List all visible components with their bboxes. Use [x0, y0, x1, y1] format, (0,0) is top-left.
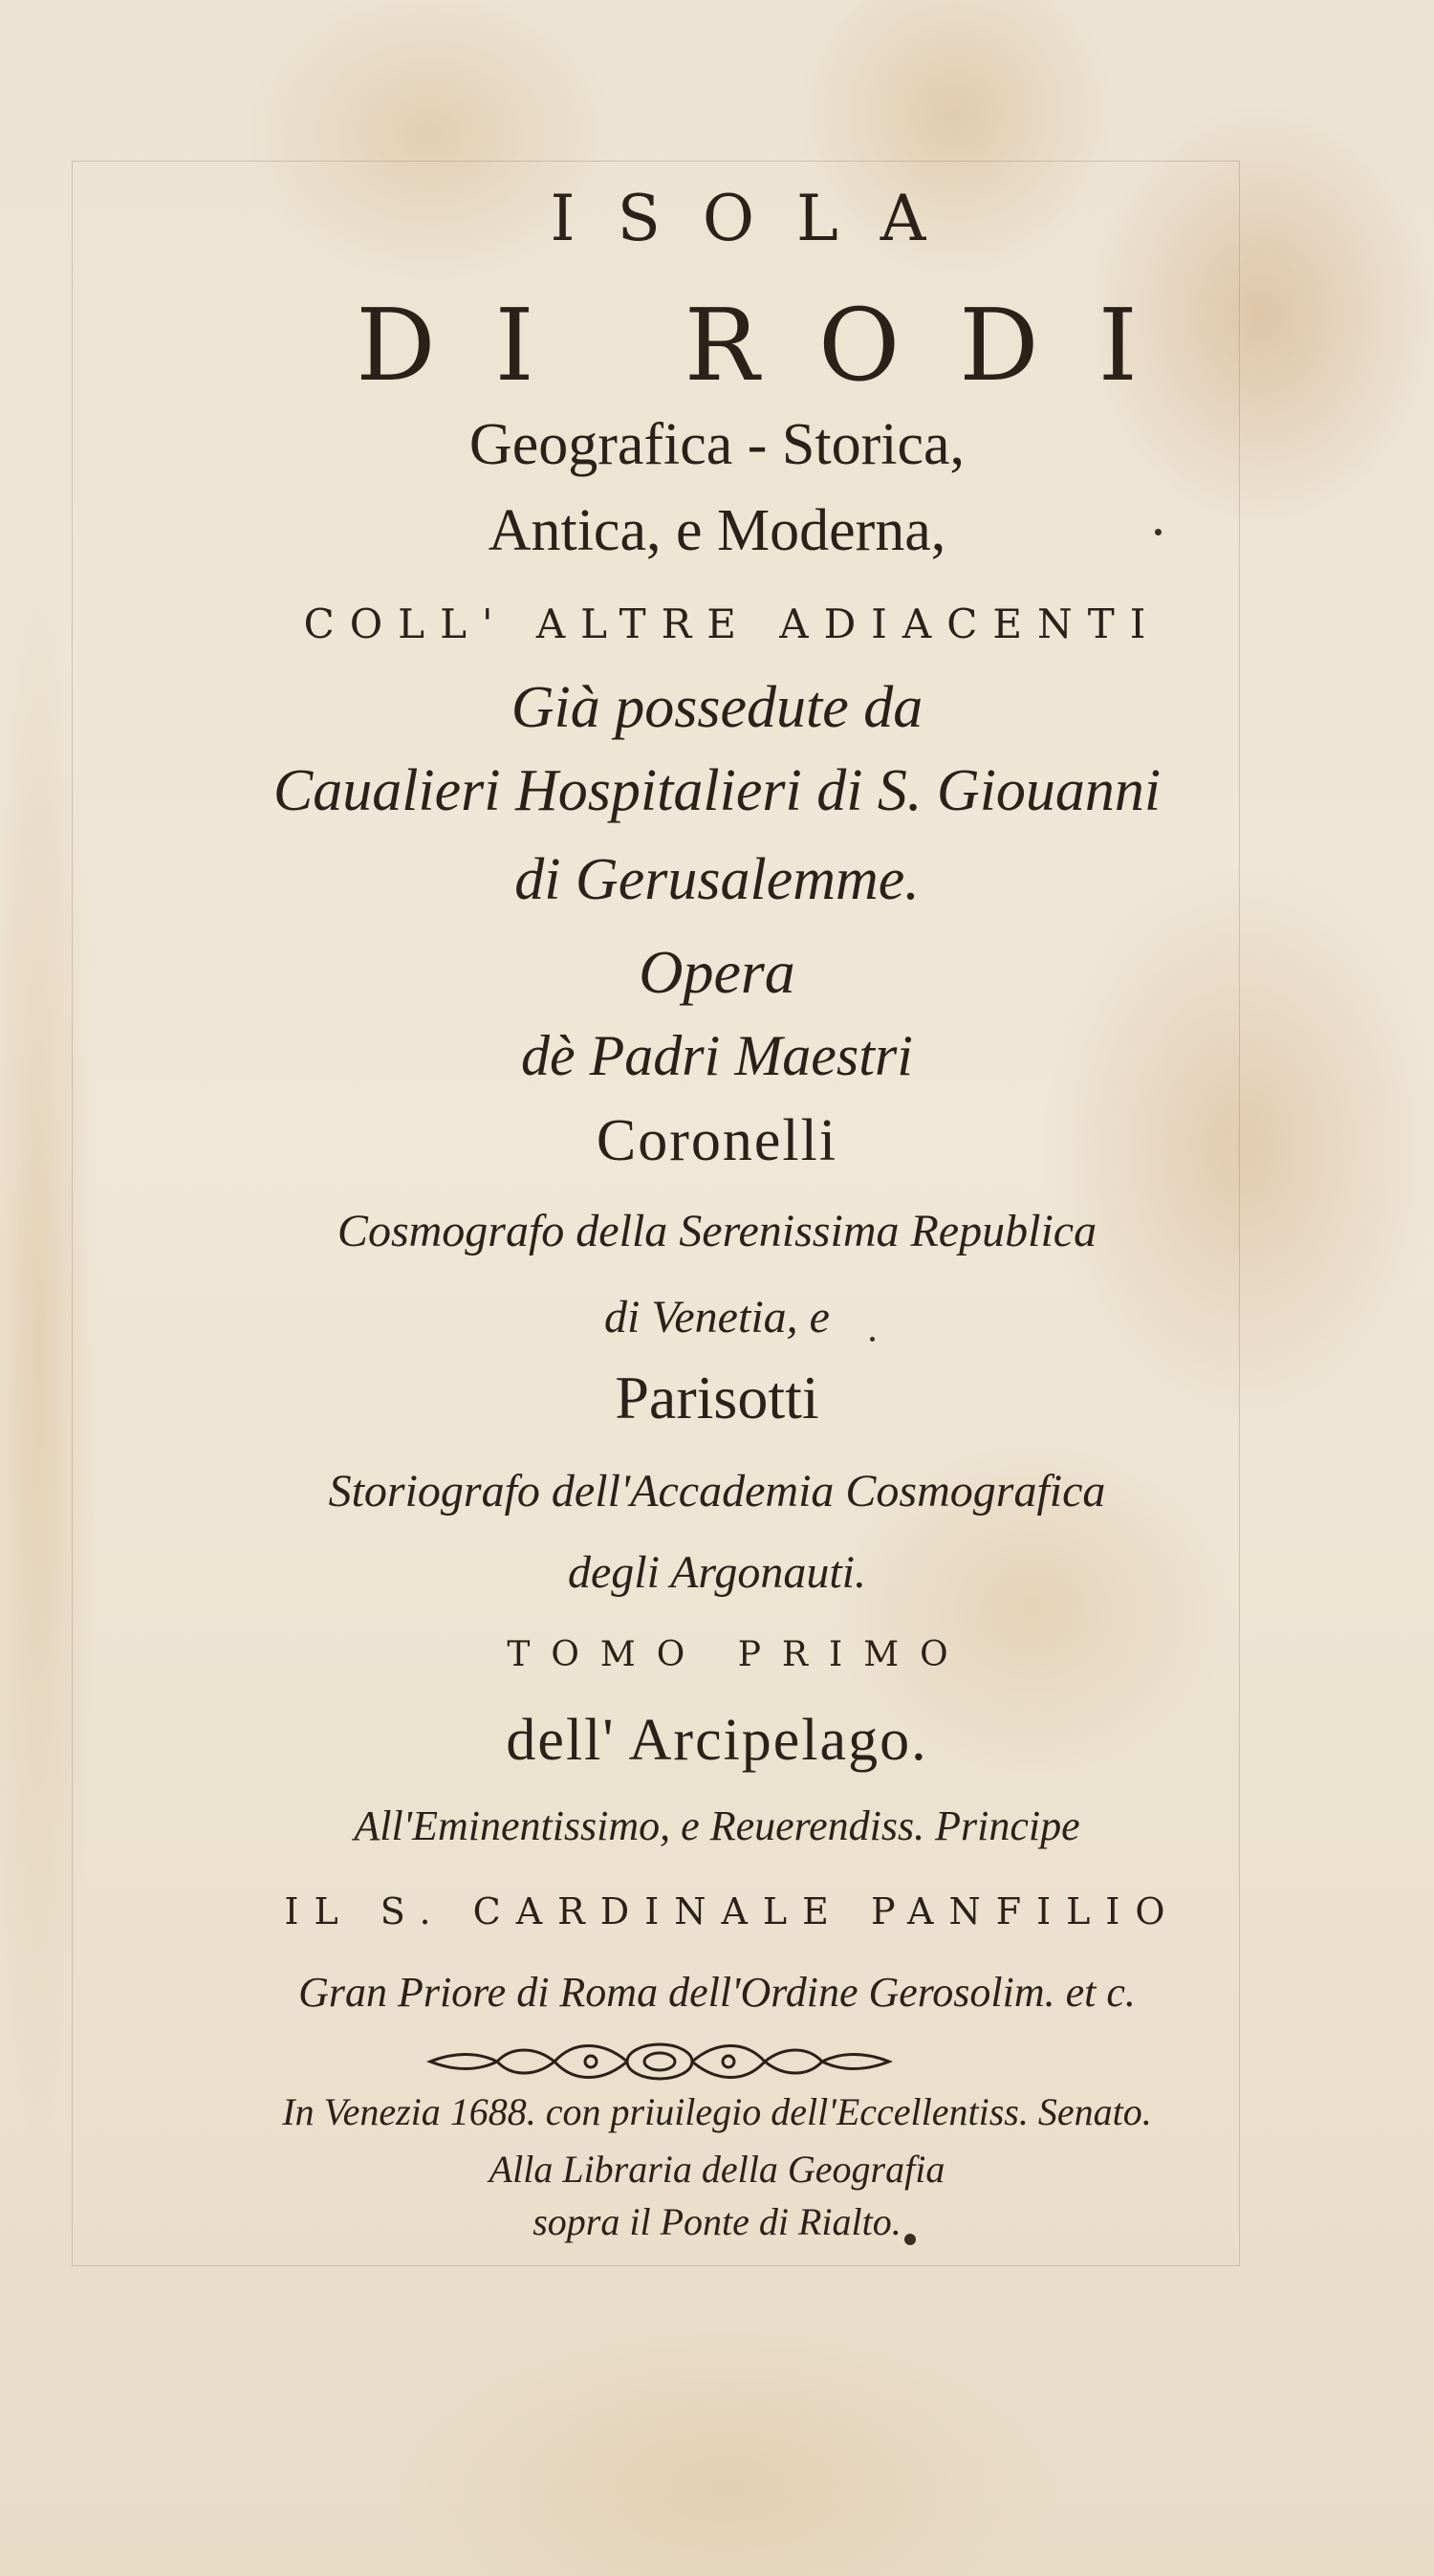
line-gia-possedute: Già possedute da	[511, 675, 923, 740]
line-storiografo: Storiografo dell'Accademia Cosmografica	[328, 1466, 1106, 1517]
dedication-eminentissimo: All'Eminentissimo, e Reuerendiss. Principe	[354, 1802, 1080, 1849]
title-isola: ISOLA	[550, 182, 968, 255]
line-argonauti: degli Argonauti.	[568, 1547, 866, 1598]
title-di-rodi: DI RODI	[356, 287, 1197, 404]
line-gerusalemme: di Gerusalemme.	[514, 847, 920, 912]
dedication-gran-priore: Gran Priore di Roma dell'Ordine Gerosolim. et c.	[298, 1969, 1136, 2016]
imprint-sopra: sopra il Ponte di Rialto.	[532, 2200, 902, 2243]
line-caualieri: Caualieri Hospitalieri di S. Giouanni	[272, 758, 1162, 823]
author-coronelli: Coronelli	[596, 1108, 838, 1173]
line-cosmografo: Cosmografo della Serenissima Republica	[337, 1206, 1097, 1256]
imprint-venezia: In Venezia 1688. con priuilegio dell'Eccellentiss. Senato.	[282, 2090, 1152, 2133]
line-coll-altre: COLL' ALTRE ADIACENTI	[303, 600, 1162, 647]
line-venetia: di Venetia, e	[604, 1292, 830, 1343]
subtitle-geografica: Geografica - Storica,	[468, 412, 966, 477]
author-parisotti: Parisotti	[615, 1364, 819, 1431]
line-arcipelago: dell' Arcipelago.	[506, 1708, 928, 1773]
line-padri: dè Padri Maestri	[521, 1024, 913, 1087]
volume-tomo-primo: TOMO PRIMO	[507, 1635, 969, 1674]
line-opera: Opera	[639, 938, 795, 1006]
ornament-divider	[411, 2035, 908, 2088]
subtitle-antica: Antica, e Moderna,	[488, 498, 946, 563]
ink-speck	[870, 1337, 875, 1342]
imprint-libraria: Alla Libraria della Geografia	[489, 2148, 945, 2191]
ink-speck	[904, 2234, 916, 2245]
dedication-cardinale: IL S. CARDINALE PANFILIO	[284, 1890, 1181, 1932]
ink-speck	[1155, 529, 1162, 535]
